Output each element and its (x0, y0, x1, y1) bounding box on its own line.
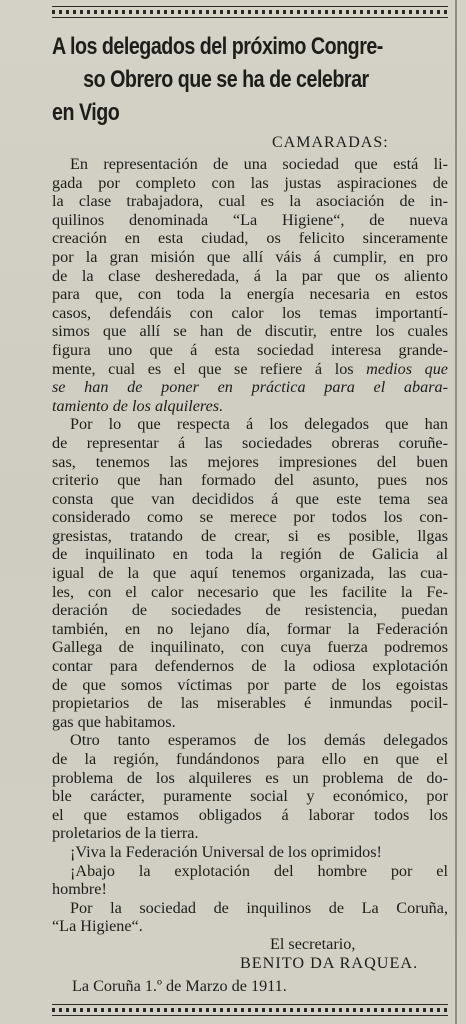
text-line: por la gran misión que allí váis á cumplir, en pro (52, 247, 448, 266)
text-line: consta que van decididos á que este tema sea (52, 489, 448, 508)
text-line: problema de los alquileres es un problema de do- (52, 768, 448, 787)
text-line: les, con el calor necesario que les facilite la Fe- (52, 582, 448, 601)
text-line: de la región, fundándonos para ello en que el (52, 750, 448, 768)
text-line: gada por completo con las justas aspiraciones de (52, 173, 448, 192)
text-line: sas, tenemos las mejores impresiones del buen (52, 452, 448, 471)
text-line: figura uno que á esta sociedad interesa grande- (52, 340, 448, 359)
text-line: creación en esta ciudad, os felicito sinceramente (52, 229, 448, 248)
text-line: deración de sociedades de resistencia, puedan (52, 601, 448, 620)
text-line: Otro tanto esperamos de los demás delegados (70, 731, 448, 750)
dateline: La Coruña 1.º de Marzo de 1911. (72, 977, 287, 995)
text-line: simos que allí se han de discutir, entre los cuales (52, 322, 448, 341)
text-line: hombre! (52, 880, 107, 899)
text-line: Por lo que respecta á los delegados que han (70, 415, 448, 434)
text-line: para que, con toda la energía necesaria en estos (52, 285, 448, 304)
text-line: criterio que han formado del asunto, pues nos (52, 471, 448, 490)
text-line-italic: se han de poner en práctica para el abara- (52, 378, 448, 397)
article-body (52, 155, 448, 936)
text-line: de inquilinato en toda la región de Galicia al (52, 545, 448, 564)
text-line: el que estamos obligados á laborar todos los (52, 805, 448, 824)
text-line: Por la sociedad de inquilinos de La Coruña, (70, 898, 448, 917)
signature-title: El secretario, (270, 935, 356, 953)
signature-block (52, 935, 448, 996)
text-line: ¡Abajo la explotación del hombre por el (70, 861, 448, 880)
text-line: casos, defendáis con calor los temas importantí- (52, 303, 448, 322)
headline-line: A los delegados del próximo Congre- (52, 33, 383, 60)
top-ornamental-border (52, 6, 448, 18)
text-line-italic-end: mente, cual es el que se refiere á los medios que (52, 359, 448, 378)
article-headline (52, 30, 383, 129)
text-line: propietarios de las miserables é inmundas pocil- (52, 694, 448, 713)
column-rule (455, 0, 457, 1024)
signature-name: BENITO DA RAQUEA. (240, 954, 419, 972)
text-line: también, en no lejano día, formar la Federación (52, 619, 448, 638)
text-line-italic: tamiento de los alquileres. (52, 396, 224, 415)
text-line: de representar á las sociedades obreras coruñe- (52, 433, 448, 452)
text-line: de la clase desheredada, á la par que os aliento (52, 266, 448, 285)
text-line: ble carácter, puramente social y económico, por (52, 787, 448, 806)
text-line: contar para defendernos de la odiosa explotación (52, 657, 448, 676)
text-line: la clase trabajadora, cual es la asociación de in- (52, 192, 448, 211)
text-line: de que somos víctimas por parte de los egoistas (52, 675, 448, 694)
text-line: gresistas, tratando de crear, si es posible, llgas (52, 526, 448, 545)
bottom-ornamental-border (52, 1004, 448, 1016)
text-line: quilinos denominada “La Higiene“, de nueva (52, 210, 448, 229)
headline-line: en Vigo (52, 99, 120, 126)
text-line: proletarios de la tierra. (52, 824, 199, 843)
text-line: igual de la que aquí tenemos organizada, las cua- (52, 564, 448, 583)
headline-line: so Obrero que se ha de celebrar (83, 66, 369, 93)
greeting: CAMARADAS: (272, 134, 389, 151)
text-line: “La Higiene“. (52, 917, 143, 936)
text-line: ¡Viva la Federación Universal de los oprimidos! (70, 842, 382, 861)
text-line: considerado como se merece por todos los con- (52, 508, 448, 527)
text-line: gas que habitamos. (52, 712, 176, 731)
text-line: En representación de una sociedad que está li- (70, 155, 448, 173)
text-line: Gallega de inquilinato, con cuya fuerza podremos (52, 638, 448, 657)
